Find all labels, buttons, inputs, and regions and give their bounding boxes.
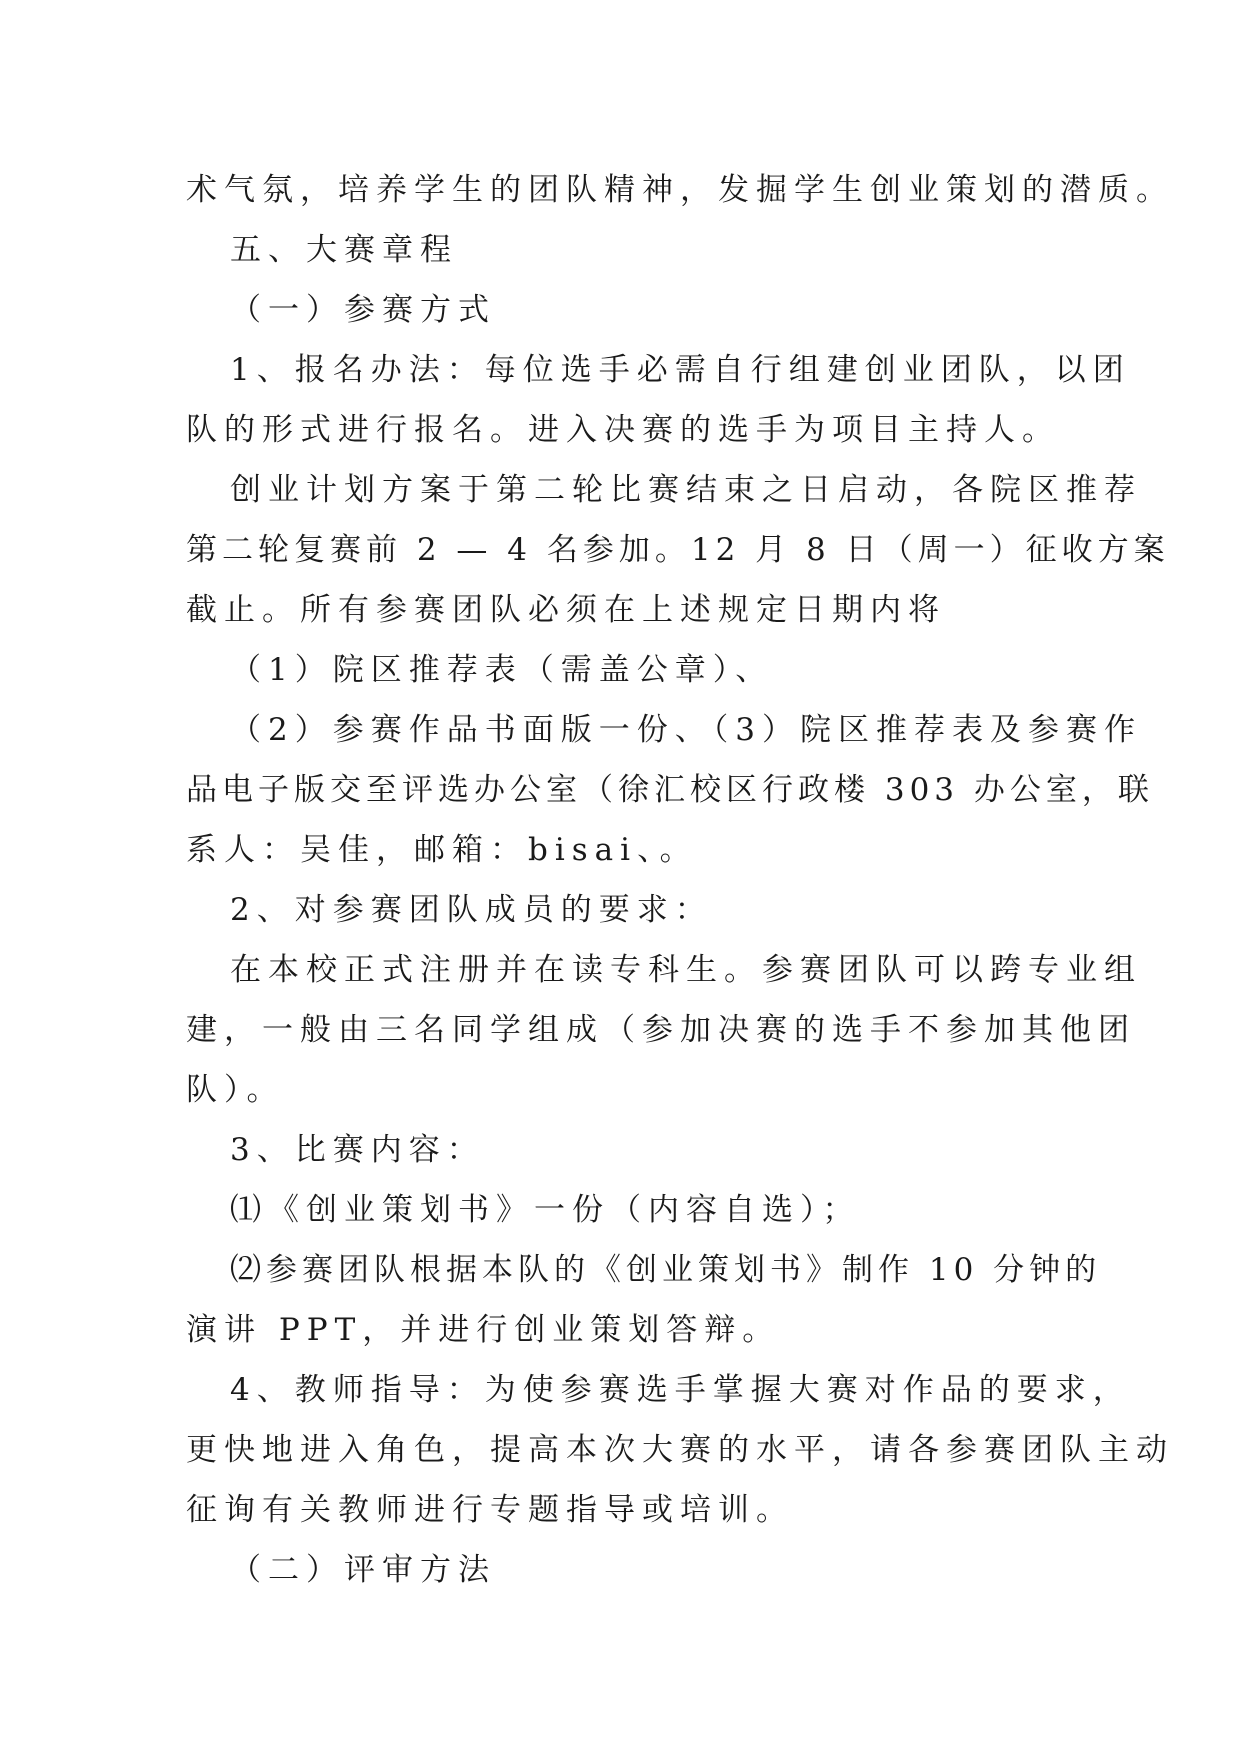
text-line-19: ⑵参赛团队根据本队的《创业策划书》制作 10 分钟的 (230, 1252, 1102, 1288)
document-body (186, 160, 1174, 1600)
text-line-8: 截止。所有参赛团队必须在上述规定日期内将 (186, 592, 946, 628)
text-line-23: 征询有关教师进行专题指导或培训。 (186, 1492, 794, 1528)
text-line-21: 4、教师指导：为使参赛选手掌握大赛对作品的要求， (230, 1372, 1131, 1408)
text-line-16: 队）。 (186, 1072, 285, 1108)
text-line-10: （2）参赛作品书面版一份、（3）院区推荐表及参赛作 (230, 712, 1142, 748)
text-line-13: 2、对参赛团队成员的要求： (230, 892, 713, 928)
text-line-6: 创业计划方案于第二轮比赛结束之日启动，各院区推荐 (230, 472, 1142, 508)
text-line-9: （1）院区推荐表（需盖公章）、 (230, 652, 774, 688)
text-line-15: 建，一般由三名同学组成（参加决赛的选手不参加其他团 (186, 1012, 1136, 1048)
text-line-14: 在本校正式注册并在读专科生。参赛团队可以跨专业组 (230, 952, 1142, 988)
text-line-12: 系人：吴佳，邮箱：bisai、。 (186, 832, 698, 868)
text-line-7: 第二轮复赛前 2 — 4 名参加。12 月 8 日（周一）征收方案 (186, 532, 1170, 568)
text-line-18: ⑴《创业策划书》一份（内容自选）； (230, 1192, 861, 1228)
text-line-1: 术气氛，培养学生的团队精神，发掘学生创业策划的潜质。 (186, 172, 1174, 208)
text-line-5: 队的形式进行报名。进入决赛的选手为项目主持人。 (186, 412, 1060, 448)
text-line-22: 更快地进入角色，提高本次大赛的水平，请各参赛团队主动 (186, 1432, 1174, 1468)
text-line-11: 品电子版交至评选办公室（徐汇校区行政楼 303 办公室，联 (186, 772, 1154, 808)
text-line-4: 1、报名办法：每位选手必需自行组建创业团队，以团 (230, 352, 1131, 388)
text-line-20: 演讲 PPT，并进行创业策划答辩。 (186, 1312, 781, 1348)
text-line-17: 3、比赛内容： (230, 1132, 485, 1168)
section-heading-5: 五、大赛章程 (230, 232, 458, 268)
subsection-heading-1: （一）参赛方式 (230, 292, 496, 328)
subsection-heading-2: （二）评审方法 (230, 1552, 496, 1588)
